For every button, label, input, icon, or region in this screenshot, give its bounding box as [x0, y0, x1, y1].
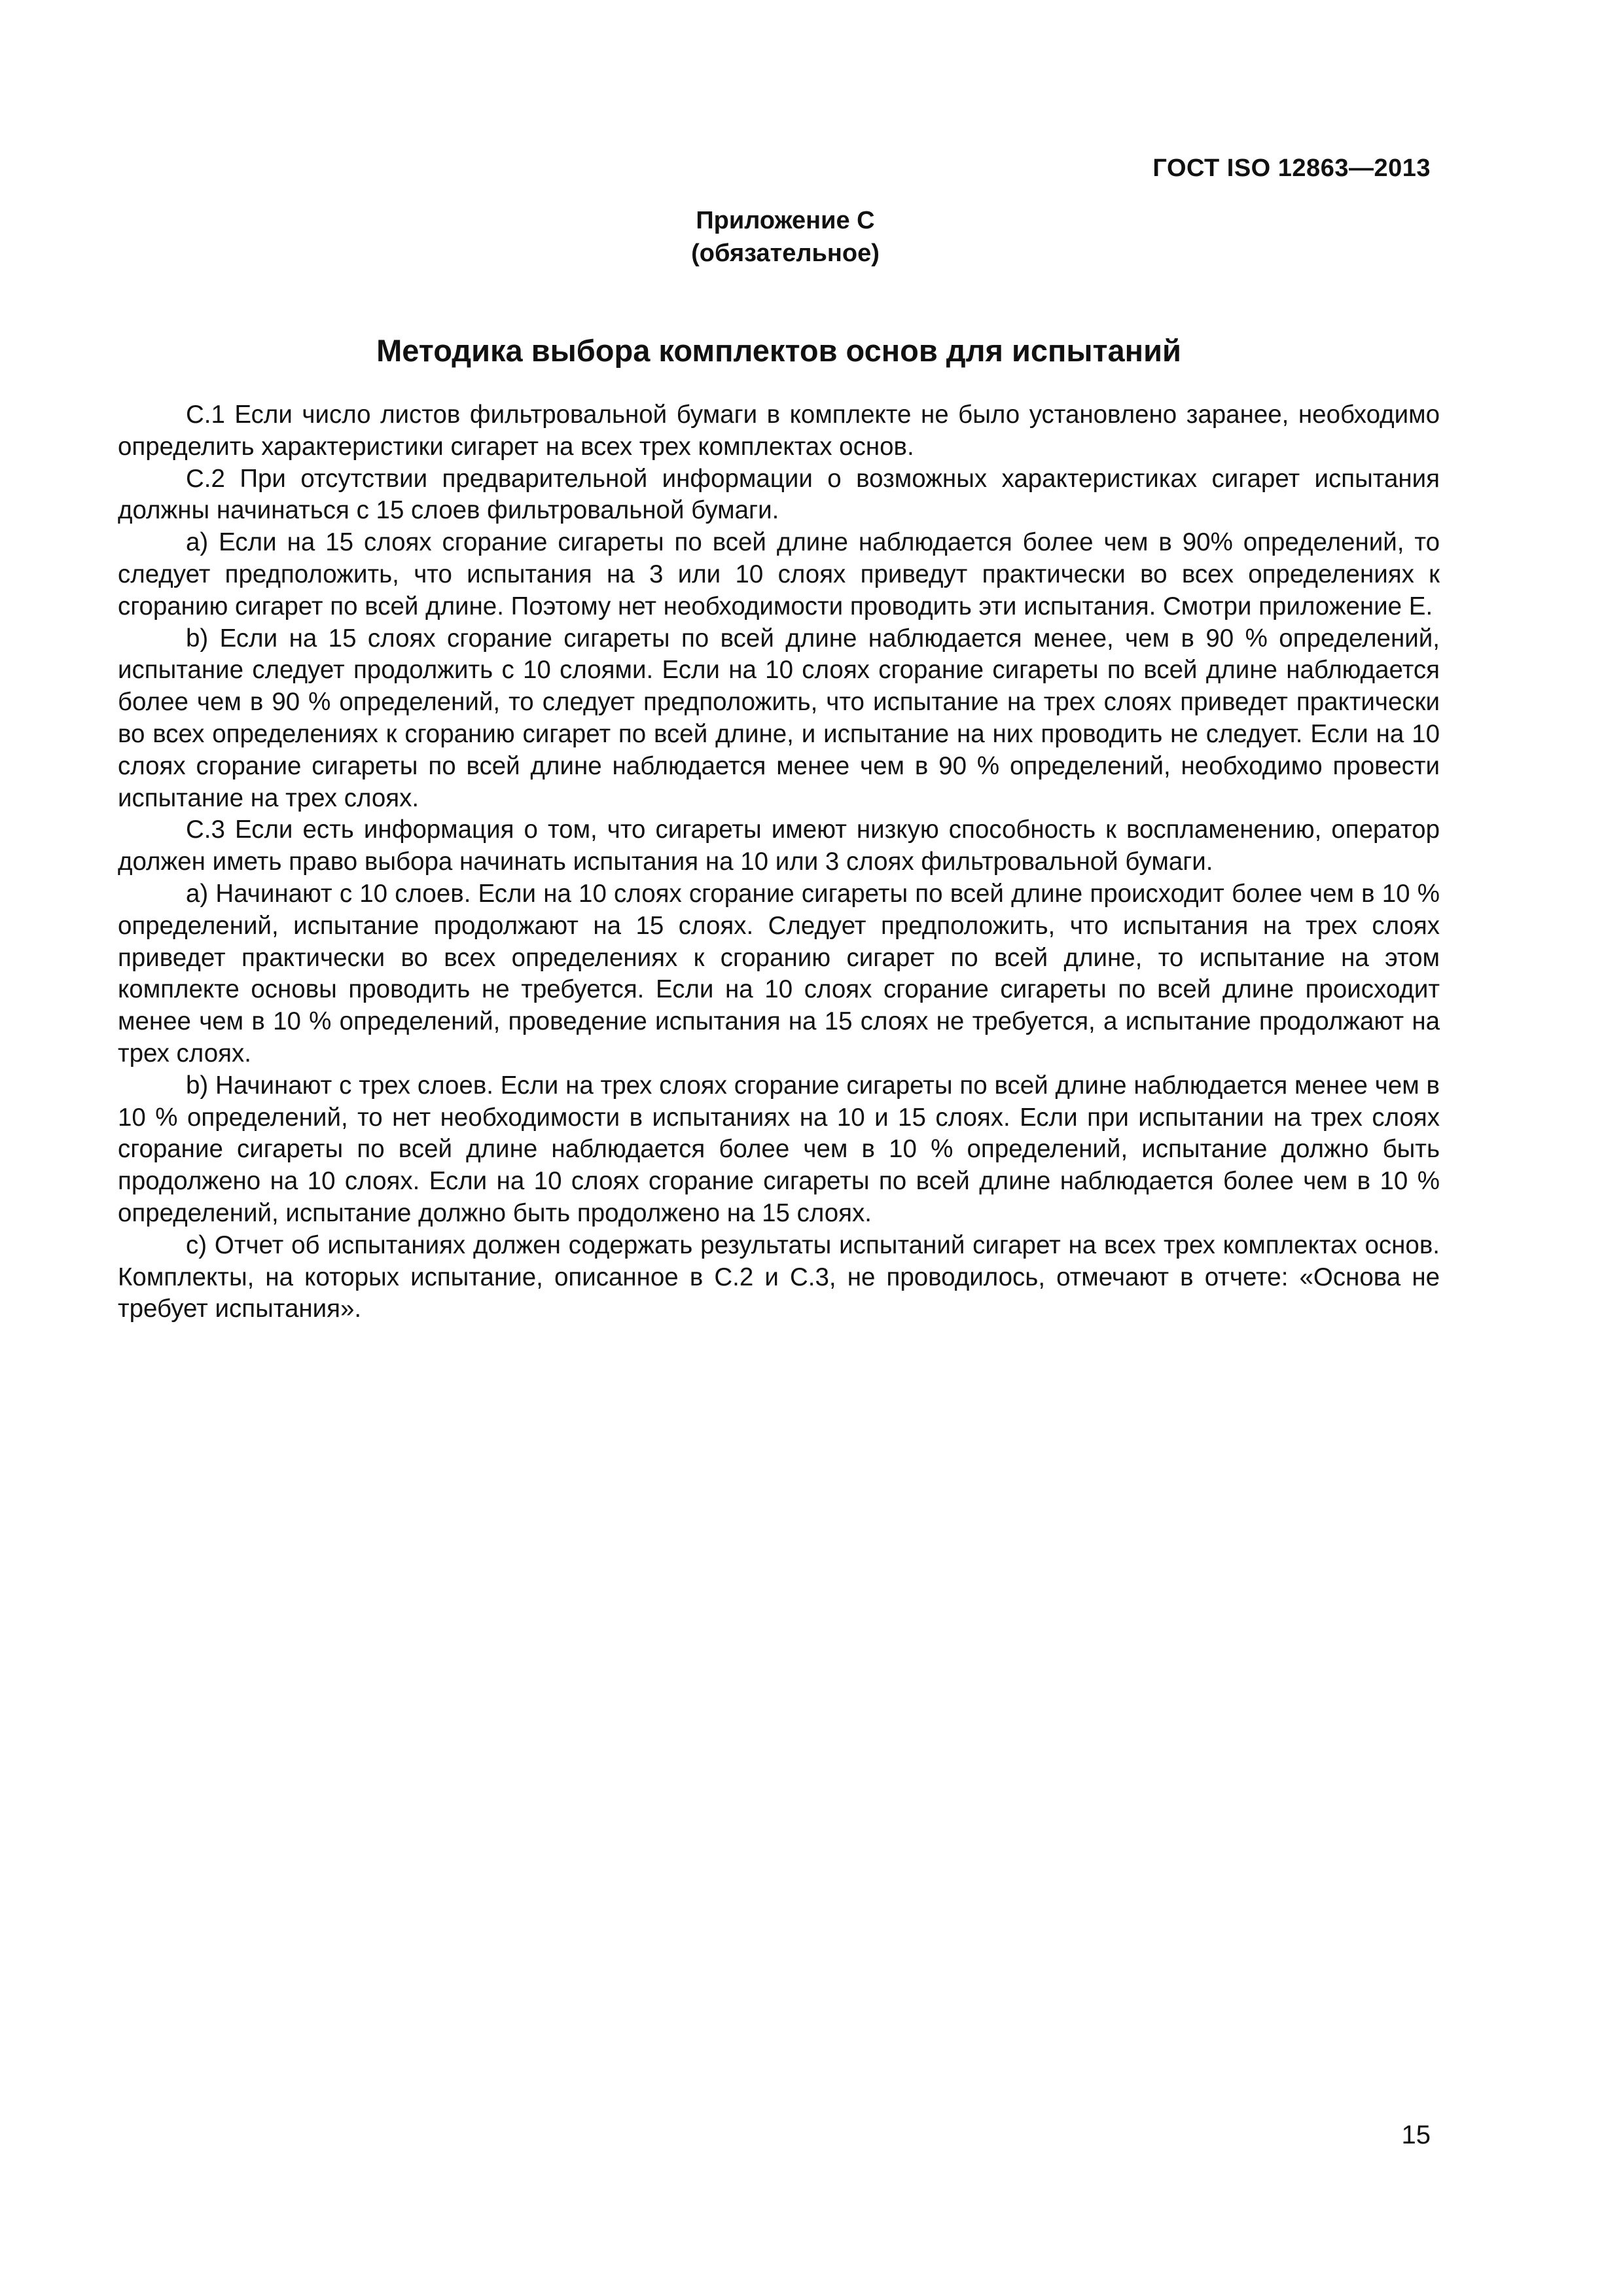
annex-title: Приложение С: [696, 207, 875, 234]
annex-heading: [0, 204, 1571, 270]
paragraph-c3-a: a) Начинают с 10 слоев. Если на 10 слоях сгорание сигареты по всей длине происходит более чем в 10 % определений, испытание продолжают на 15 слоях. Следует предположить, что испытания на трех слоях приведет практически во всех определениях к сгоранию сигарет по всей длине, то испытание на этом комплекте основы проводить не требуется. Если на 10 слоях сгорание сигареты по всей длине происходит менее чем в 10 % определений, проведение испытания на 15 слоях не требуется, а испытание продолжают на трех слоях.: [118, 879, 1440, 1067]
paragraph-c2: С.2 При отсутствии предварительной информации о возможных характеристиках сигарет испытания должны начинаться с 15 слоев фильтровальной бумаги.: [118, 464, 1440, 525]
document-code: ГОСТ ISO 12863—2013: [1152, 154, 1431, 182]
annex-status: (обязательное): [691, 240, 880, 267]
paragraph-c2-b: b) Если на 15 слоях сгорание сигареты по всей длине наблюдается менее, чем в 90 % определений, испытание следует продолжить с 10 слоями. Если на 10 слоях сгорание сигареты по всей длине наблюдается более чем в 90 % определений, то следует предположить, что испытание на трех слоях приведет практически во всех определениях к сгоранию сигарет по всей длине, и испытание на них проводить не следует. Если на 10 слоях сгорание сигареты по всей длине наблюдается менее чем в 90 % определений, необходимо провести испытание на трех слоях.: [118, 624, 1440, 812]
paragraph-c2-a: a) Если на 15 слоях сгорание сигареты по всей длине наблюдается более чем в 90% определений, то следует предположить, что испытания на 3 или 10 слоях приведут практически во всех определениях к сгоранию сигарет по всей длине. Поэтому нет необходимости проводить эти испытания. Смотри приложение Е.: [118, 528, 1440, 620]
paragraph-c3: С.3 Если есть информация о том, что сигареты имеют низкую способность к воспламенению, оператор должен иметь право выбора начинать испытания на 10 или 3 слоях фильтровальной бумаги.: [118, 816, 1440, 876]
section-title: Методика выбора комплектов основ для испытаний: [376, 333, 1181, 368]
paragraph-c3-b: b) Начинают с трех слоев. Если на трех слоях сгорание сигареты по всей длине наблюдается менее чем в 10 % определений, то нет необходимости в испытаниях на 10 и 15 слоях. Если при испытании на трех слоях сгорание сигареты по всей длине наблюдается более чем в 10 % определений, испытание должно быть продолжено на 10 слоях. Если на 10 слоях сгорание сигареты по всей длине наблюдается более чем в 10 % определений, испытание должно быть продолжено на 15 слоях.: [118, 1071, 1440, 1227]
paragraph-c1: С.1 Если число листов фильтровальной бумаги в комплекте не было установлено заранее, необходимо определить характеристики сигарет на всех трех комплектах основ.: [118, 401, 1440, 461]
body-text: [118, 399, 1440, 1325]
page-number: 15: [1401, 2121, 1431, 2149]
paragraph-c3-c: c) Отчет об испытаниях должен содержать результаты испытаний сигарет на всех трех комплектах основ. Комплекты, на которых испытание, описанное в С.2 и С.3, не проводилось, отмечают в отчете: «Основа не требует испытания».: [118, 1230, 1440, 1323]
